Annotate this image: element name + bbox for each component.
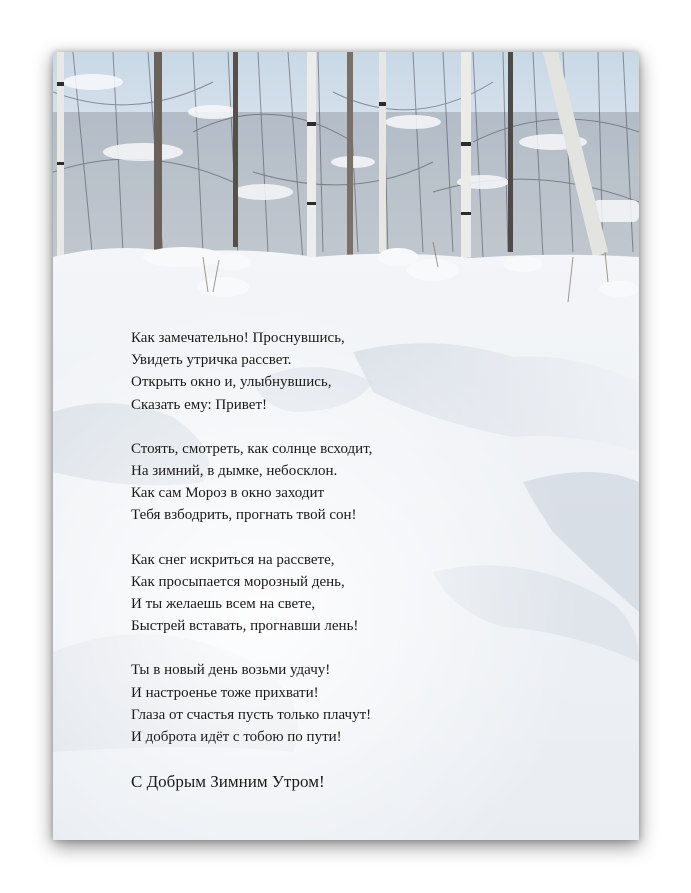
poem-line: Глаза от счастья пусть только плачут! xyxy=(131,706,372,723)
poem-line: Тебя взбодрить, прогнать твой сон! xyxy=(131,507,357,524)
poem xyxy=(131,327,571,794)
stanza-4 xyxy=(131,659,571,748)
poem-line: И ты желаешь всем на свете, xyxy=(131,596,316,613)
stanza-3 xyxy=(131,549,571,638)
poem-line: И доброта идёт с тобою по пути! xyxy=(131,729,342,746)
poem-line: Как просыпается морозный день, xyxy=(131,573,345,590)
poem-line: Ты в новый день возьми удачу! xyxy=(131,662,331,679)
postcard xyxy=(53,52,639,840)
stanza-1 xyxy=(131,327,571,416)
poem-line: И настроенье тоже прихвати! xyxy=(131,684,319,701)
poem-line: Быстрей вставать, прогнавши лень! xyxy=(131,618,359,635)
poem-line: Увидеть утричка рассвет. xyxy=(131,352,292,369)
poem-line: Как снег искриться на рассвете, xyxy=(131,551,335,568)
poem-line: На зимний, в дымке, небосклон. xyxy=(131,463,338,480)
poem-line: Как замечательно! Проснувшись, xyxy=(131,330,345,346)
greeting: С Добрым Зимним Утром! xyxy=(131,772,325,792)
stanza-2 xyxy=(131,438,571,527)
poem-line: Сказать ему: Привет! xyxy=(131,396,267,413)
poem-line: Стоять, смотреть, как солнце всходит, xyxy=(131,440,373,457)
poem-line: Как сам Мороз в окно заходит xyxy=(131,485,325,502)
poem-line: Открыть окно и, улыбнувшись, xyxy=(131,374,332,391)
